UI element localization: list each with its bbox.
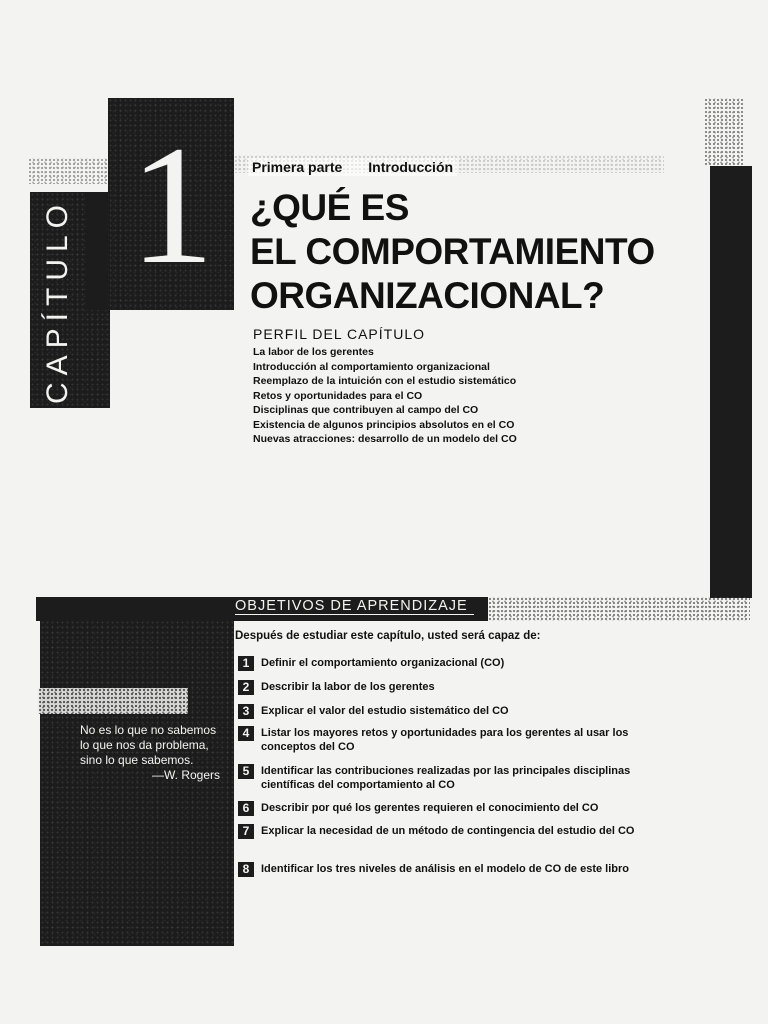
chapter-title-line-2: EL COMPORTAMIENTO [250, 231, 655, 272]
perfil-item: Disciplinas que contribuyen al campo del CO [253, 404, 479, 416]
objective-text: Describir la labor de los gerentes [261, 681, 435, 693]
perfil-item: Existencia de algunos principios absolutos en el CO [253, 418, 515, 431]
perfil-item: Reemplazo de la intuición con el estudio sistemático [253, 375, 517, 387]
quote-panel-gap [38, 688, 188, 714]
perfil-list [253, 345, 517, 447]
objective-text: Listar los mayores retos y oportunidades para los gerentes al usar los conceptos del CO [261, 727, 629, 753]
objective-text: Explicar el valor del estudio sistemático del CO [261, 705, 509, 717]
right-edge-bar [710, 166, 752, 598]
objective-item [238, 862, 641, 877]
objective-number-badge: 5 [238, 764, 254, 779]
objective-item [238, 801, 641, 816]
objective-text: Describir por qué los gerentes requieren el conocimiento del CO [261, 802, 599, 814]
objective-item [238, 704, 641, 719]
objective-text: Explicar la necesidad de un método de contingencia del estudio del CO [261, 825, 635, 837]
objectives-bar-grain [488, 597, 750, 621]
perfil-item: Retos y oportunidades para el CO [253, 389, 423, 402]
chapter-title [250, 186, 690, 318]
quote-text: No es lo que no sabemos lo que nos da problema, sino lo que sabemos. [80, 723, 217, 767]
chapter-label-strip [86, 192, 108, 310]
objective-number-badge: 8 [238, 862, 254, 877]
part-header [248, 158, 457, 176]
perfil-item: Introducción al comportamiento organizacional [253, 360, 490, 373]
quote-panel [40, 620, 234, 946]
objectives-intro: Después de estudiar este capítulo, usted será capaz de: [235, 630, 541, 642]
objective-text: Identificar las contribuciones realizadas por las principales disciplinas científicas del comportamiento al CO [261, 765, 631, 791]
perfil-heading: PERFIL DEL CAPÍTULO [253, 326, 426, 342]
part-label: Primera parte [252, 159, 343, 175]
objective-item [238, 764, 641, 792]
objective-number-badge: 1 [238, 656, 254, 671]
objective-item [238, 824, 641, 839]
objective-number-badge: 7 [238, 824, 254, 839]
objective-number-badge: 4 [238, 726, 254, 741]
objective-text: Identificar los tres niveles de análisis en el modelo de CO de este libro [261, 863, 630, 875]
epigraph-quote [80, 723, 220, 783]
objective-number-badge: 6 [238, 801, 254, 816]
chapter-number: 1 [129, 111, 215, 299]
grain-strip-top-left [28, 158, 110, 184]
grain-block-top-right [704, 98, 744, 166]
perfil-item: Nuevas atracciones: desarrollo de un modelo del CO [253, 433, 517, 445]
chapter-vertical-label: CAPÍTULO [41, 197, 74, 405]
objectives-heading: OBJETIVOS DE APRENDIZAJE [235, 598, 474, 615]
objectives-band-left [36, 597, 232, 621]
section-label: Introducción [368, 159, 454, 175]
objective-item [238, 726, 641, 754]
chapter-title-line-3: ORGANIZACIONAL? [250, 275, 605, 316]
quote-author: —W. Rogers [151, 768, 220, 782]
perfil-item: La labor de los gerentes [253, 346, 374, 358]
objective-text: Definir el comportamiento organizacional (CO) [261, 657, 505, 669]
chapter-title-line-1: ¿QUÉ ES [250, 187, 409, 228]
objective-item [238, 680, 641, 695]
objective-number-badge: 2 [238, 680, 254, 695]
objective-number-badge: 3 [238, 704, 254, 719]
objective-item [238, 656, 641, 671]
